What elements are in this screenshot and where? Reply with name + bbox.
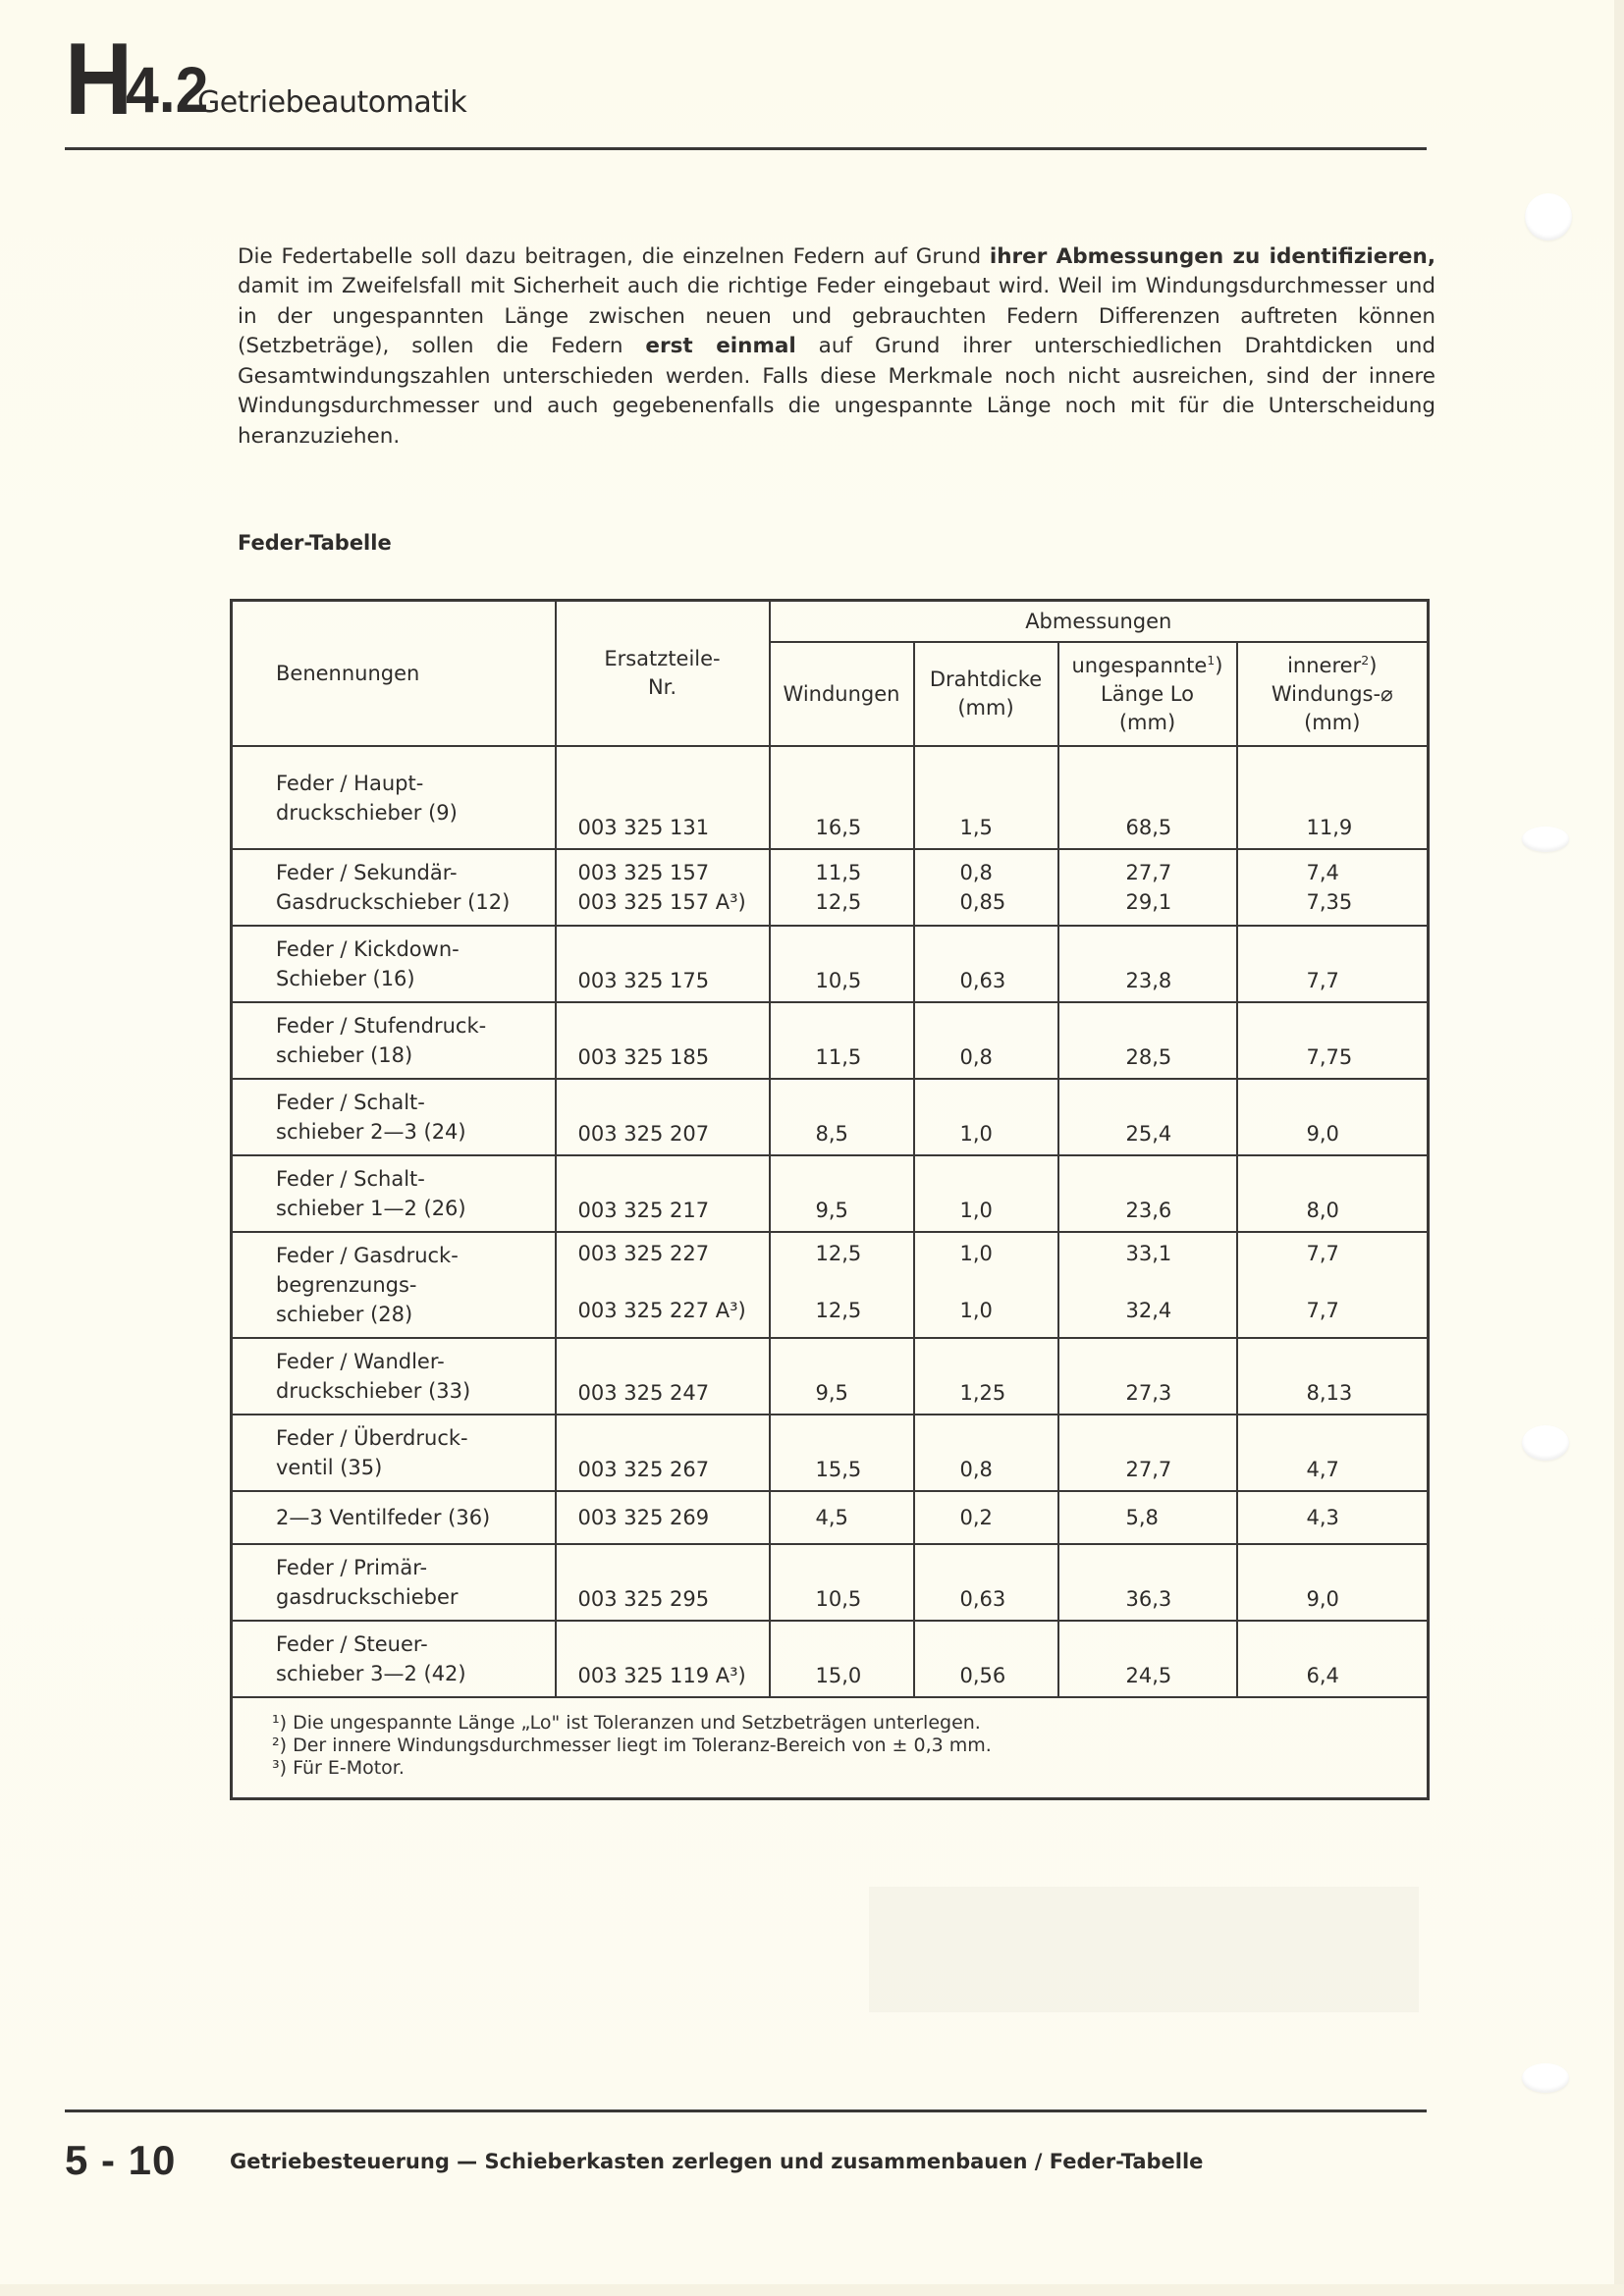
inner-diameter-value-line: 9,0 bbox=[1306, 1122, 1339, 1146]
column-header-turns: Windungen bbox=[770, 642, 914, 746]
column-group-dimensions: Abmessungen bbox=[770, 601, 1429, 643]
spring-name-line: Feder / Schalt- bbox=[276, 1167, 425, 1191]
page-edge bbox=[1614, 0, 1624, 2296]
spring-name-line: Gasdruckschieber (12) bbox=[276, 890, 511, 914]
body-text: Die Federtabelle soll dazu beitragen, die einzelnen Federn auf Grund bbox=[238, 243, 990, 269]
part-number bbox=[556, 1544, 770, 1621]
spring-name-line: schieber (18) bbox=[276, 1043, 413, 1067]
inner-diameter-value bbox=[1237, 849, 1429, 926]
spring-name-line: schieber 1—2 (26) bbox=[276, 1197, 466, 1220]
free-length-value-line: 36,3 bbox=[1125, 1587, 1172, 1611]
spring-name bbox=[232, 1155, 556, 1232]
turns-value-line: 12,5 bbox=[815, 1299, 862, 1322]
wire-thickness-value-line: 0,85 bbox=[959, 890, 1006, 914]
free-length-value bbox=[1058, 1079, 1237, 1155]
turns-value bbox=[770, 1155, 914, 1232]
wire-thickness-value-line: 1,25 bbox=[959, 1381, 1006, 1405]
free-length-value-line: 27,7 bbox=[1125, 1458, 1172, 1481]
section-number: 4.2 bbox=[126, 53, 209, 126]
part-number bbox=[556, 1415, 770, 1491]
turns-value-line: 9,5 bbox=[815, 1199, 848, 1222]
wire-thickness-value-line: 0,8 bbox=[959, 1045, 993, 1069]
table-row bbox=[232, 926, 1429, 1002]
wire-thickness-value bbox=[914, 1079, 1058, 1155]
part-number-line: 003 325 157 bbox=[577, 861, 710, 884]
footer-divider bbox=[65, 2109, 1427, 2112]
bleed-through-block bbox=[869, 1887, 1419, 2012]
part-number-line: 003 325 207 bbox=[577, 1122, 710, 1146]
wire-thickness-value bbox=[914, 1002, 1058, 1079]
wire-thickness-value bbox=[914, 1232, 1058, 1338]
wire-thickness-value-line: 1,0 bbox=[959, 1122, 993, 1146]
table-row bbox=[232, 1079, 1429, 1155]
part-number-line: 003 325 157 A³) bbox=[577, 890, 746, 914]
inner-diameter-value bbox=[1237, 1002, 1429, 1079]
punch-hole bbox=[1522, 1425, 1569, 1461]
spring-name-line: Feder / Überdruck- bbox=[276, 1426, 468, 1450]
column-header-inner-diameter: innerer$^2$) Windungs-⌀ (mm) bbox=[1237, 642, 1429, 746]
free-length-value-line: 32,4 bbox=[1125, 1299, 1172, 1322]
spring-name-line: 2—3 Ventilfeder (36) bbox=[276, 1506, 491, 1529]
spring-name-line: Feder / Haupt- bbox=[276, 771, 424, 795]
table-row bbox=[232, 1415, 1429, 1491]
wire-thickness-value-line: 0,56 bbox=[959, 1664, 1006, 1687]
part-number bbox=[556, 1621, 770, 1697]
table-row bbox=[232, 746, 1429, 849]
inner-diameter-value-line: 7,4 bbox=[1306, 861, 1339, 884]
spring-name-line: begrenzungs- bbox=[276, 1273, 417, 1297]
spring-name-line: Feder / Wandler- bbox=[276, 1350, 445, 1373]
inner-diameter-value-line: 7,75 bbox=[1306, 1045, 1353, 1069]
spring-name-line: Feder / Steuer- bbox=[276, 1632, 428, 1656]
wire-thickness-value bbox=[914, 1155, 1058, 1232]
free-length-value bbox=[1058, 746, 1237, 849]
free-length-value-line: 5,8 bbox=[1125, 1506, 1159, 1529]
free-length-value bbox=[1058, 1621, 1237, 1697]
free-length-value bbox=[1058, 1338, 1237, 1415]
turns-value bbox=[770, 746, 914, 849]
spring-name-line: druckschieber (33) bbox=[276, 1379, 471, 1403]
inner-diameter-value bbox=[1237, 1491, 1429, 1544]
turns-value-line: 11,5 bbox=[815, 861, 862, 884]
free-length-value bbox=[1058, 1002, 1237, 1079]
part-number-line: 003 325 131 bbox=[577, 816, 710, 839]
free-length-value bbox=[1058, 1415, 1237, 1491]
wire-thickness-value bbox=[914, 1621, 1058, 1697]
spring-name-line: Feder / Kickdown- bbox=[276, 937, 460, 961]
inner-diameter-value-line: 7,35 bbox=[1306, 890, 1353, 914]
inner-diameter-value bbox=[1237, 1232, 1429, 1338]
part-number bbox=[556, 1079, 770, 1155]
spring-name-line: Feder / Stufendruck- bbox=[276, 1014, 487, 1038]
spring-name-line: gasdruckschieber bbox=[276, 1585, 459, 1609]
part-number-line: 003 325 269 bbox=[577, 1506, 710, 1529]
turns-value-line: 15,0 bbox=[815, 1664, 862, 1687]
turns-value bbox=[770, 926, 914, 1002]
punch-hole bbox=[1522, 2063, 1569, 2093]
column-header-free-length: ungespannte$^1$) Länge Lo (mm) bbox=[1058, 642, 1237, 746]
free-length-value bbox=[1058, 849, 1237, 926]
wire-thickness-value-line: 1,0 bbox=[959, 1299, 993, 1322]
emphasis-text: erst einmal bbox=[645, 334, 796, 359]
turns-value-line: 8,5 bbox=[815, 1122, 848, 1146]
spring-name-line: Feder / Sekundär- bbox=[276, 861, 458, 884]
body-text: auf Grund ihrer unterschiedlichen Drahtdicken und Gesamtwindungszahlen unterschieden werden. Falls diese Merkmale noch nicht ausreichen, sind der innere Windungsdurchmesser und auch gegebenenfalls die ungespannte Länge noch mit für die Unterscheidung heranzuziehen. bbox=[238, 334, 1435, 450]
spring-name bbox=[232, 1232, 556, 1338]
spring-name-line: schieber (28) bbox=[276, 1303, 413, 1326]
part-number-line: 003 325 217 bbox=[577, 1199, 710, 1222]
footnote: ²) Der innere Windungsdurchmesser liegt im Toleranz-Bereich von ± 0,3 mm. bbox=[272, 1735, 992, 1756]
wire-thickness-value bbox=[914, 1415, 1058, 1491]
turns-value-line: 12,5 bbox=[815, 890, 862, 914]
free-length-value-line: 25,4 bbox=[1125, 1122, 1172, 1146]
part-number bbox=[556, 926, 770, 1002]
punch-hole bbox=[1525, 193, 1572, 240]
table-row bbox=[232, 1338, 1429, 1415]
inner-diameter-value-line: 11,9 bbox=[1306, 816, 1353, 839]
part-number-line: 003 325 227 A³) bbox=[577, 1299, 746, 1322]
turns-value-line: 11,5 bbox=[815, 1045, 862, 1069]
turns-value-line: 15,5 bbox=[815, 1458, 862, 1481]
wire-thickness-value bbox=[914, 1544, 1058, 1621]
turns-value-line: 4,5 bbox=[815, 1506, 848, 1529]
table-row bbox=[232, 1002, 1429, 1079]
spring-name-line: Feder / Schalt- bbox=[276, 1091, 425, 1114]
turns-value bbox=[770, 1491, 914, 1544]
column-header-part-number: Ersatzteile- Nr. bbox=[556, 601, 770, 747]
wire-thickness-value-line: 1,0 bbox=[959, 1199, 993, 1222]
spring-name bbox=[232, 1079, 556, 1155]
emphasis-text: ihrer Abmessungen zu identifizieren, bbox=[989, 243, 1435, 269]
turns-value-line: 9,5 bbox=[815, 1381, 848, 1405]
spring-name bbox=[232, 926, 556, 1002]
page-edge-bottom bbox=[0, 2284, 1624, 2296]
part-number bbox=[556, 746, 770, 849]
body-text: damit im Zweifelsfall mit Sicherheit auch die richtige Feder eingebaut wird. Weil im Windungsdurchmesser und in der ungespannten Länge zwischen neuen und gebrauchten Federn Differenzen auftreten können (Setzbeträge), sollen die Federn bbox=[238, 274, 1435, 359]
free-length-value-line: 23,8 bbox=[1125, 969, 1172, 992]
section-title: Getriebeautomatik bbox=[197, 85, 467, 120]
free-length-value-line: 33,1 bbox=[1125, 1242, 1172, 1265]
header-divider bbox=[65, 147, 1427, 150]
inner-diameter-value bbox=[1237, 926, 1429, 1002]
turns-value bbox=[770, 849, 914, 926]
part-number-line: 003 325 247 bbox=[577, 1381, 710, 1405]
free-length-value-line: 27,7 bbox=[1125, 861, 1172, 884]
table-footnotes bbox=[232, 1697, 1429, 1799]
table-row bbox=[232, 849, 1429, 926]
spring-name-line: schieber 2—3 (24) bbox=[276, 1120, 466, 1144]
footnote: ³) Für E-Motor. bbox=[272, 1757, 405, 1779]
wire-thickness-value-line: 0,63 bbox=[959, 1587, 1006, 1611]
spring-name-line: Feder / Gasdruck- bbox=[276, 1244, 459, 1267]
free-length-value-line: 24,5 bbox=[1125, 1664, 1172, 1687]
table-row bbox=[232, 1491, 1429, 1544]
turns-value bbox=[770, 1232, 914, 1338]
footer-title: Getriebesteuerung — Schieberkasten zerlegen und zusammenbauen / Feder-Tabelle bbox=[230, 2150, 1204, 2173]
inner-diameter-value-line: 8,13 bbox=[1306, 1381, 1353, 1405]
turns-value-line: 10,5 bbox=[815, 1587, 862, 1611]
turns-value bbox=[770, 1338, 914, 1415]
wire-thickness-value-line: 0,8 bbox=[959, 861, 993, 884]
turns-value bbox=[770, 1002, 914, 1079]
part-number bbox=[556, 1338, 770, 1415]
part-number-line: 003 325 227 bbox=[577, 1242, 710, 1265]
free-length-value bbox=[1058, 926, 1237, 1002]
turns-value bbox=[770, 1621, 914, 1697]
table-row bbox=[232, 1621, 1429, 1697]
free-length-value-line: 27,3 bbox=[1125, 1381, 1172, 1405]
free-length-value bbox=[1058, 1155, 1237, 1232]
inner-diameter-value bbox=[1237, 1155, 1429, 1232]
spring-name-line: druckschieber (9) bbox=[276, 800, 458, 825]
free-length-value-line: 23,6 bbox=[1125, 1199, 1172, 1222]
turns-value bbox=[770, 1544, 914, 1621]
inner-diameter-value-line: 4,3 bbox=[1306, 1506, 1339, 1529]
part-number bbox=[556, 1491, 770, 1544]
free-length-value bbox=[1058, 1544, 1237, 1621]
inner-diameter-value-line: 7,7 bbox=[1306, 1242, 1339, 1265]
table-row bbox=[232, 1232, 1429, 1338]
column-header-wire-thickness: Drahtdicke (mm) bbox=[914, 642, 1058, 746]
wire-thickness-value bbox=[914, 926, 1058, 1002]
part-number-line: 003 325 119 A³) bbox=[577, 1664, 746, 1687]
inner-diameter-value-line: 9,0 bbox=[1306, 1587, 1339, 1611]
inner-diameter-value-line: 8,0 bbox=[1306, 1199, 1339, 1222]
spring-name-line: Feder / Primär- bbox=[276, 1556, 428, 1579]
spring-name bbox=[232, 1621, 556, 1697]
inner-diameter-value-line: 7,7 bbox=[1306, 1299, 1339, 1322]
inner-diameter-value-line: 7,7 bbox=[1306, 969, 1339, 992]
spring-name bbox=[232, 1544, 556, 1621]
inner-diameter-value-line: 4,7 bbox=[1306, 1458, 1339, 1481]
inner-diameter-value bbox=[1237, 1415, 1429, 1491]
wire-thickness-value bbox=[914, 1491, 1058, 1544]
inner-diameter-value bbox=[1237, 1621, 1429, 1697]
column-header-name: Benennungen bbox=[232, 601, 556, 747]
spring-name bbox=[232, 1002, 556, 1079]
table-row bbox=[232, 1155, 1429, 1232]
part-number-line: 003 325 175 bbox=[577, 969, 710, 992]
turns-value-line: 10,5 bbox=[815, 969, 862, 992]
wire-thickness-value-line: 0,8 bbox=[959, 1458, 993, 1481]
turns-value-line: 16,5 bbox=[815, 816, 862, 839]
turns-value bbox=[770, 1079, 914, 1155]
spring-name-line: ventil (35) bbox=[276, 1456, 383, 1479]
inner-diameter-value bbox=[1237, 1338, 1429, 1415]
intro-paragraph bbox=[238, 242, 1435, 453]
spring-name bbox=[232, 849, 556, 926]
footnote: ¹) Die ungespannte Länge „Lo" ist Toleranzen und Setzbeträgen unterlegen. bbox=[272, 1712, 981, 1734]
punch-hole bbox=[1522, 827, 1569, 852]
wire-thickness-value-line: 1,0 bbox=[959, 1242, 993, 1265]
part-number bbox=[556, 849, 770, 926]
wire-thickness-value-line: 0,63 bbox=[959, 969, 1006, 992]
wire-thickness-value bbox=[914, 849, 1058, 926]
wire-thickness-value bbox=[914, 746, 1058, 849]
free-length-value-line: 28,5 bbox=[1125, 1045, 1172, 1069]
inner-diameter-value-line: 6,4 bbox=[1306, 1664, 1339, 1687]
spring-name bbox=[232, 1338, 556, 1415]
part-number bbox=[556, 1232, 770, 1338]
spring-name-line: schieber 3—2 (42) bbox=[276, 1662, 466, 1685]
spring-name bbox=[232, 1491, 556, 1544]
inner-diameter-value bbox=[1237, 1544, 1429, 1621]
part-number bbox=[556, 1002, 770, 1079]
section-letter: H bbox=[65, 23, 134, 136]
part-number-line: 003 325 295 bbox=[577, 1587, 710, 1611]
spring-name-line: Schieber (16) bbox=[276, 967, 415, 990]
spring-name bbox=[232, 1415, 556, 1491]
free-length-value-line: 68,5 bbox=[1125, 816, 1172, 839]
wire-thickness-value-line: 0,2 bbox=[959, 1506, 993, 1529]
free-length-value bbox=[1058, 1232, 1237, 1338]
part-number-line: 003 325 267 bbox=[577, 1458, 710, 1481]
part-number-line: 003 325 185 bbox=[577, 1045, 710, 1069]
inner-diameter-value bbox=[1237, 1079, 1429, 1155]
free-length-value-line: 29,1 bbox=[1125, 890, 1172, 914]
inner-diameter-value bbox=[1237, 746, 1429, 849]
free-length-value bbox=[1058, 1491, 1237, 1544]
table-title: Feder-Tabelle bbox=[238, 531, 392, 555]
spring-table bbox=[230, 599, 1430, 1800]
spring-name bbox=[232, 746, 556, 849]
wire-thickness-value-line: 1,5 bbox=[959, 816, 993, 839]
page-number: 5 - 10 bbox=[65, 2137, 177, 2183]
table-row bbox=[232, 1544, 1429, 1621]
part-number bbox=[556, 1155, 770, 1232]
wire-thickness-value bbox=[914, 1338, 1058, 1415]
turns-value-line: 12,5 bbox=[815, 1242, 862, 1265]
turns-value bbox=[770, 1415, 914, 1491]
